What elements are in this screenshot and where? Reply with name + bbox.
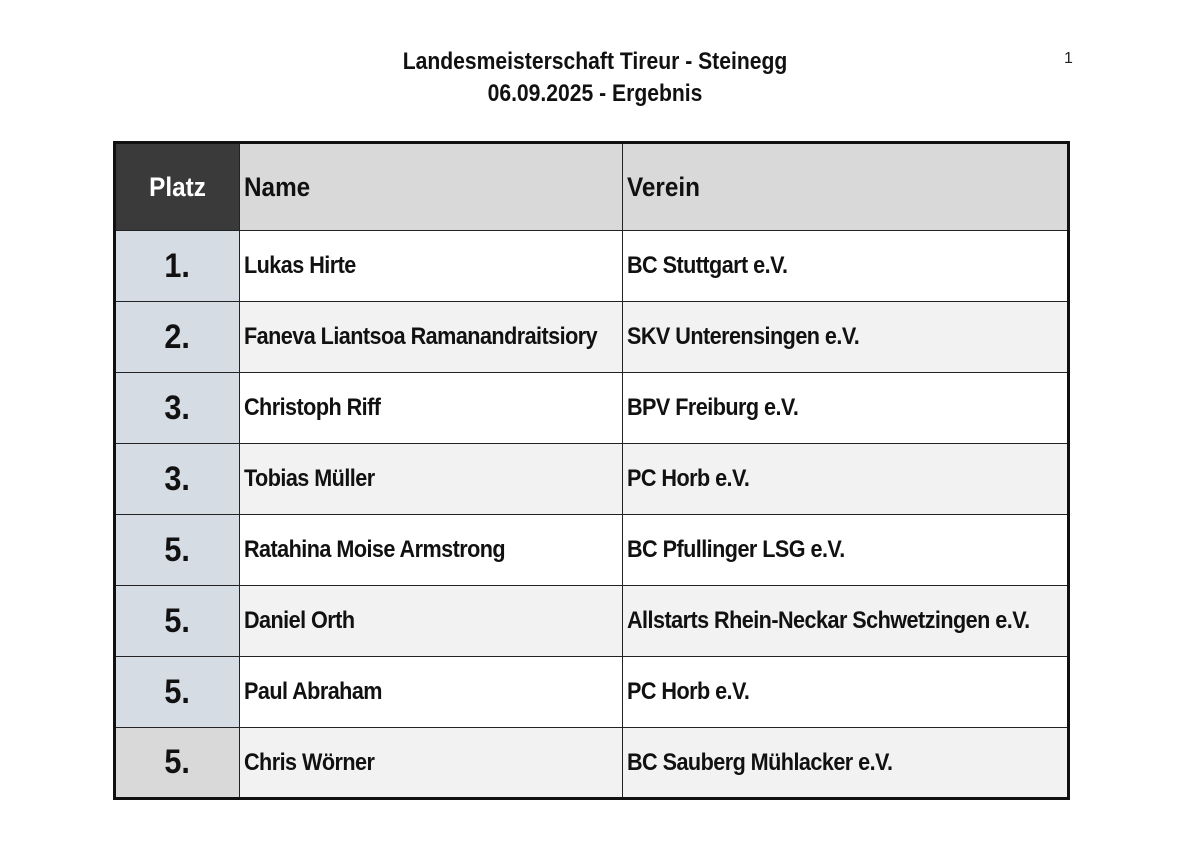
table-row (115, 444, 1069, 515)
verein-cell: BPV Freiburg e.V. (623, 373, 1069, 444)
name-cell: Ratahina Moise Armstrong (240, 515, 623, 586)
verein-cell: PC Horb e.V. (623, 657, 1069, 728)
document-title (71, 46, 1118, 110)
platz-cell: 2. (115, 302, 240, 373)
name-cell: Lukas Hirte (240, 231, 623, 302)
platz-cell: 5. (115, 728, 240, 799)
table-row (115, 373, 1069, 444)
column-header-name: Name (240, 143, 623, 231)
name-cell: Daniel Orth (240, 586, 623, 657)
platz-cell: 3. (115, 444, 240, 515)
verein-cell: BC Pfullinger LSG e.V. (623, 515, 1069, 586)
table-row (115, 302, 1069, 373)
verein-cell: BC Sauberg Mühlacker e.V. (623, 728, 1069, 799)
platz-cell: 5. (115, 586, 240, 657)
verein-cell: Allstarts Rhein-Neckar Schwetzingen e.V. (623, 586, 1069, 657)
name-cell: Tobias Müller (240, 444, 623, 515)
column-header-platz: Platz (115, 143, 240, 231)
table-row (115, 657, 1069, 728)
table-row (115, 515, 1069, 586)
name-cell: Paul Abraham (240, 657, 623, 728)
name-cell: Chris Wörner (240, 728, 623, 799)
table-header-row (115, 143, 1069, 231)
platz-cell: 5. (115, 657, 240, 728)
title-line-2: 06.09.2025 - Ergebnis (487, 80, 703, 107)
table-row (115, 586, 1069, 657)
table-row (115, 231, 1069, 302)
name-cell: Faneva Liantsoa Ramanandraitsiory (240, 302, 623, 373)
verein-cell: SKV Unterensingen e.V. (623, 302, 1069, 373)
verein-cell: BC Stuttgart e.V. (623, 231, 1069, 302)
results-table (113, 141, 1070, 800)
platz-cell: 5. (115, 515, 240, 586)
name-cell: Christoph Riff (240, 373, 623, 444)
column-header-verein: Verein (623, 143, 1069, 231)
table-row (115, 728, 1069, 799)
title-line-1: Landesmeisterschaft Tireur - Steinegg (402, 48, 788, 75)
verein-cell: PC Horb e.V. (623, 444, 1069, 515)
page-number: 1 (1064, 50, 1073, 67)
platz-cell: 3. (115, 373, 240, 444)
platz-cell: 1. (115, 231, 240, 302)
